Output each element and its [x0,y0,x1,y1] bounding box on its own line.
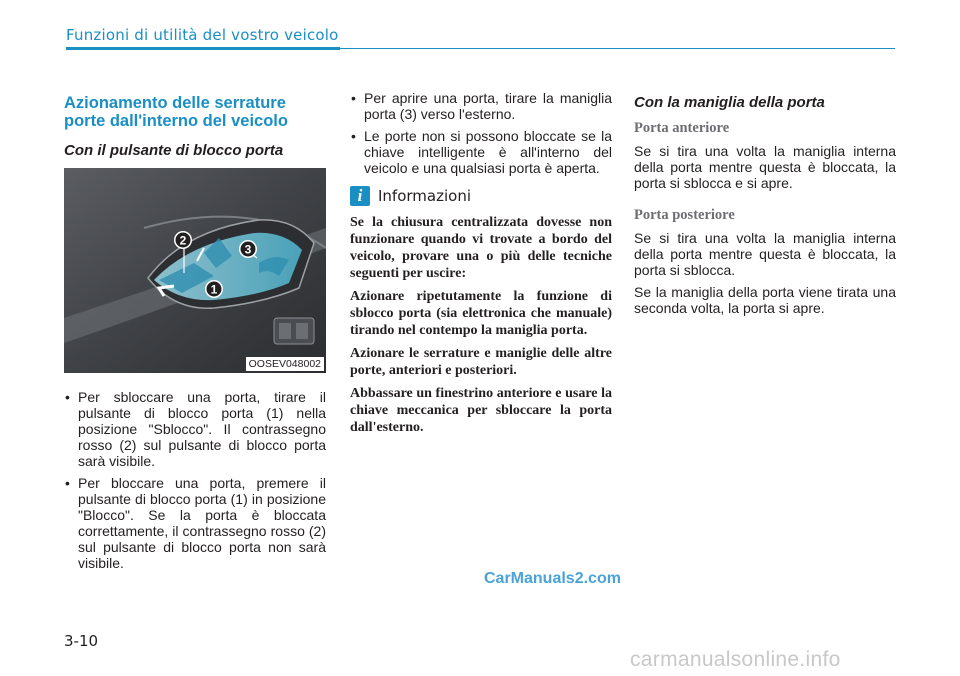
rear-door-heading: Porta posteriore [634,207,735,223]
front-door-heading: Porta anteriore [634,120,730,136]
callout-3 [239,240,257,258]
info-paragraph: Abbassare un finestrino anteriore e usare la chiave meccanica per sbloccare la porta dall'esterno. [350,386,612,435]
callout-1-label: 1 [210,282,218,297]
section-title: Azionamento delle serrature porte dall'interno del veicolo [64,94,288,130]
callout-2 [174,231,192,249]
info-paragraph: Azionare ripetutamente la funzione di sblocco porta (sia elettronica che manuale) tirando nel contempo la maniglia porta. [350,289,612,338]
callout-2-label: 2 [179,233,187,248]
info-paragraph: Se la chiusura centralizzata dovesse non funzionare quando vi trovate a bordo del veicolo, provare una o più delle tecniche seguenti per uscire: [350,215,612,281]
list-item: • Per bloccare una porta, premere il pulsante di blocco porta (1) in posizione "Blocco". Se la porta è bloccata correttamente, il contrassegno rosso (2) sul pulsante di blocco porta non sarà visibile. [64,475,326,571]
info-header [350,186,612,206]
watermark-link[interactable]: CarManuals2.com [484,570,621,587]
list-item: • Per aprire una porta, tirare la maniglia porta (3) verso l'esterno. [350,90,612,122]
column-right [634,90,896,322]
callout-3-label: 3 [244,242,252,257]
column-left [64,90,326,577]
list-item: • Le porte non si possono bloccate se la chiave intelligente è all'interno del veicolo e una qualsiasi porta è aperta. [350,128,612,176]
header-rule-thin [340,48,895,49]
chapter-title: Funzioni di utilità del vostro veicolo [66,26,339,44]
door-open-list [350,90,612,176]
rear-door-text: Se la maniglia della porta viene tirata una seconda volta, la porta si apre. [634,284,896,316]
figure-caption: OOSEV048002 [246,357,324,371]
subsection-title: Con il pulsante di blocco porta [64,142,284,159]
header-rule-thick [66,47,340,50]
page-number: 3-10 [64,632,99,650]
watermark-footer: carmanualsonline.info [630,648,841,671]
door-lock-figure [64,168,326,373]
door-handle-illustration [64,168,326,373]
subsection-title: Con la maniglia della porta [634,94,825,111]
info-paragraph: Azionare le serrature e maniglie delle altre porte, anteriori e posteriori. [350,346,612,378]
info-title: Informazioni [378,187,471,205]
column-middle [350,90,612,442]
unlock-lock-list [64,389,326,571]
rear-door-text: Se si tira una volta la maniglia interna della porta mentre questa è bloccata, la porta si sblocca. [634,230,896,278]
list-item: • Per sbloccare una porta, tirare il pulsante di blocco porta (1) nella posizione "Sblocco". Il contrassegno rosso (2) sul pulsante di blocco porta sarà visibile. [64,389,326,469]
front-door-text: Se si tira una volta la maniglia interna della porta mentre questa è bloccata, la porta si sblocca e si apre. [634,143,896,191]
info-icon: i [350,186,370,206]
callout-1 [205,280,223,298]
